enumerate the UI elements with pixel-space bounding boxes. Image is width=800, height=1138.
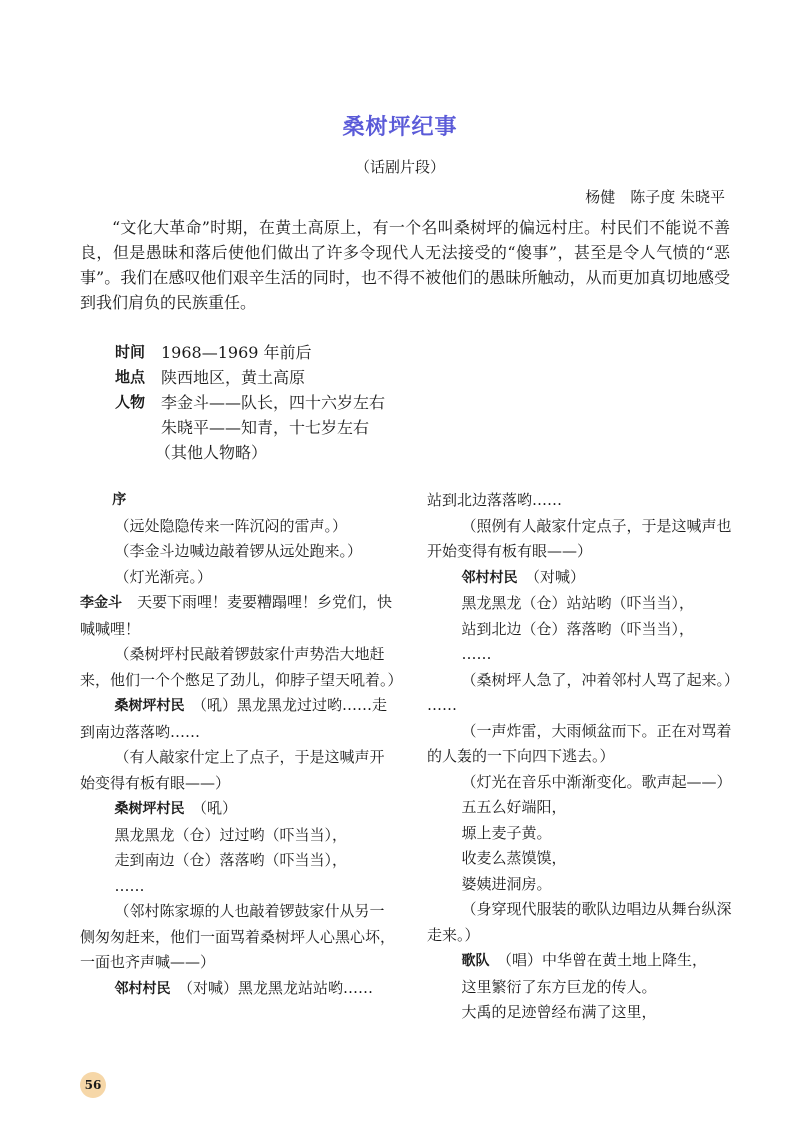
lyric-line: 收麦么蒸馍馍， (461, 849, 567, 867)
left-column (80, 488, 403, 1002)
authors: 杨健 陈子度 朱晓平 (585, 188, 725, 206)
dialogue (80, 590, 398, 642)
speaker-name: 邻村村民 (114, 980, 171, 997)
meta-place-row (115, 365, 515, 390)
dialogue-text: （对喊） (517, 567, 586, 586)
speaker-name: 桑树坪村民 (114, 698, 185, 714)
lyric-line: 塬上麦子黄。 (461, 823, 552, 842)
meta-time-row (115, 340, 515, 365)
meta-time-label: 时间 (115, 343, 146, 361)
subtitle: （话剧片段） (354, 158, 445, 176)
lyric-line: 黑龙黑龙（仓）站站哟（吓当当）， (461, 594, 695, 612)
ellipsis-line: …… (461, 645, 492, 663)
stage-direction: （一声炸雷，大雨倾盆而下。正在对骂着的人轰的一下向四下逃去。） (427, 721, 732, 765)
stage-direction: （照例有人敲家什定点子，于是这喊声也开始变得有板有眼——） (427, 516, 732, 560)
stage-direction: （远处隐隐传来一阵沉闷的雷声。） (114, 516, 348, 535)
meta-people-2: 朱晓平——知青，十七岁左右 (161, 418, 370, 437)
page-title: 桑树坪纪事 (342, 115, 458, 140)
intro-paragraph: “文化大革命”时期，在黄土高原上，有一个名叫桑树坪的偏远村庄。村民们不能说不善良，但是愚昧和落后使他们做出了许多令现代人无法接受的“傻事”，甚至是令人气愤的“恶事”。我们在感叹他们艰辛生活的同时，也不得不被他们的愚昧所触动，从而更加真切地感受到我们肩负的民族重任。 (80, 218, 730, 312)
stage-direction: （有人敲家什定上了点子，于是这喊声开始变得有板有眼——） (80, 748, 385, 792)
meta-people-1: 李金斗——队长，四十六岁左右 (161, 393, 386, 412)
meta-place-label: 地点 (115, 368, 146, 386)
dialogue-text: （唱）中华曾在黄土地上降生， (489, 951, 708, 969)
lyric-line: 走到南边（仓）落落哟（吓当当）， (114, 851, 348, 869)
stage-direction: （李金斗边喊边敲着锣从远处跑来。） (114, 542, 363, 560)
lyric-line: 大禹的足迹曾经布满了这里， (461, 1003, 657, 1021)
dialogue (427, 565, 745, 592)
ellipsis-line: …… (114, 876, 145, 895)
dialogue-text: （对喊）黑龙黑龙站站哟…… (170, 978, 374, 997)
meta-people-row (115, 390, 515, 415)
dialogue-text: （吼） (184, 799, 238, 817)
dialogue (80, 693, 398, 745)
speaker-name: 邻村村民 (461, 569, 518, 586)
dialogue-text: 天要下雨哩！麦要糟蹋哩！乡党们，快喊喊哩！ (80, 593, 393, 638)
stage-direction: （灯光在音乐中渐渐变化。歌声起——） (461, 772, 732, 791)
right-column (427, 488, 745, 1026)
page-number-badge: 56 (80, 1072, 106, 1098)
speaker-name: 桑树坪村民 (114, 801, 185, 817)
stage-direction: （邻村陈家塬的人也敲着锣鼓家什从另一侧匆匆赶来，他们一面骂着桑树坪人心黑心坏，一面也齐声喊——） (80, 902, 396, 971)
section-heading: 序 (112, 492, 127, 508)
lyric-line: 五五么好端阳， (461, 798, 567, 816)
stage-direction: （桑树坪村民敲着锣鼓家什声势浩大地赶来，他们一个个憋足了劲儿，仰脖子望天吼着。） (80, 645, 403, 689)
lyric-line: 这里繁衍了东方巨龙的传人。 (461, 977, 657, 996)
meta-people-3: （其他人物略） (155, 443, 268, 462)
meta-place-value: 陕西地区，黄土高原 (161, 368, 306, 387)
lyric-line: 婆姨进洞房。 (461, 874, 552, 893)
play-meta (115, 340, 515, 465)
lyric-line: 站到北边（仓）落落哟（吓当当）， (461, 619, 695, 638)
speaker-name: 歌队 (461, 953, 490, 969)
meta-people-label: 人物 (115, 393, 146, 411)
dialogue-text: （吼）黑龙黑龙过过哟……走到南边落落哟…… (80, 696, 388, 741)
meta-time-value: 1968—1969 年前后 (161, 343, 312, 362)
dialogue (80, 796, 398, 823)
stage-direction: （灯光渐亮。） (114, 567, 213, 586)
ellipsis-line: …… (427, 696, 457, 714)
stage-direction: （桑树坪人急了，冲着邻村人骂了起来。） (461, 670, 740, 689)
stage-direction: （身穿现代服装的歌队边唱边从舞台纵深走来。） (427, 900, 732, 944)
dialogue (80, 976, 398, 1003)
dialogue-continuation: 站到北边落落哟…… (427, 491, 563, 509)
speaker-name: 李金斗 (80, 595, 122, 611)
dialogue (427, 948, 745, 975)
lyric-line: 黑龙黑龙（仓）过过哟（吓当当）， (114, 825, 348, 844)
